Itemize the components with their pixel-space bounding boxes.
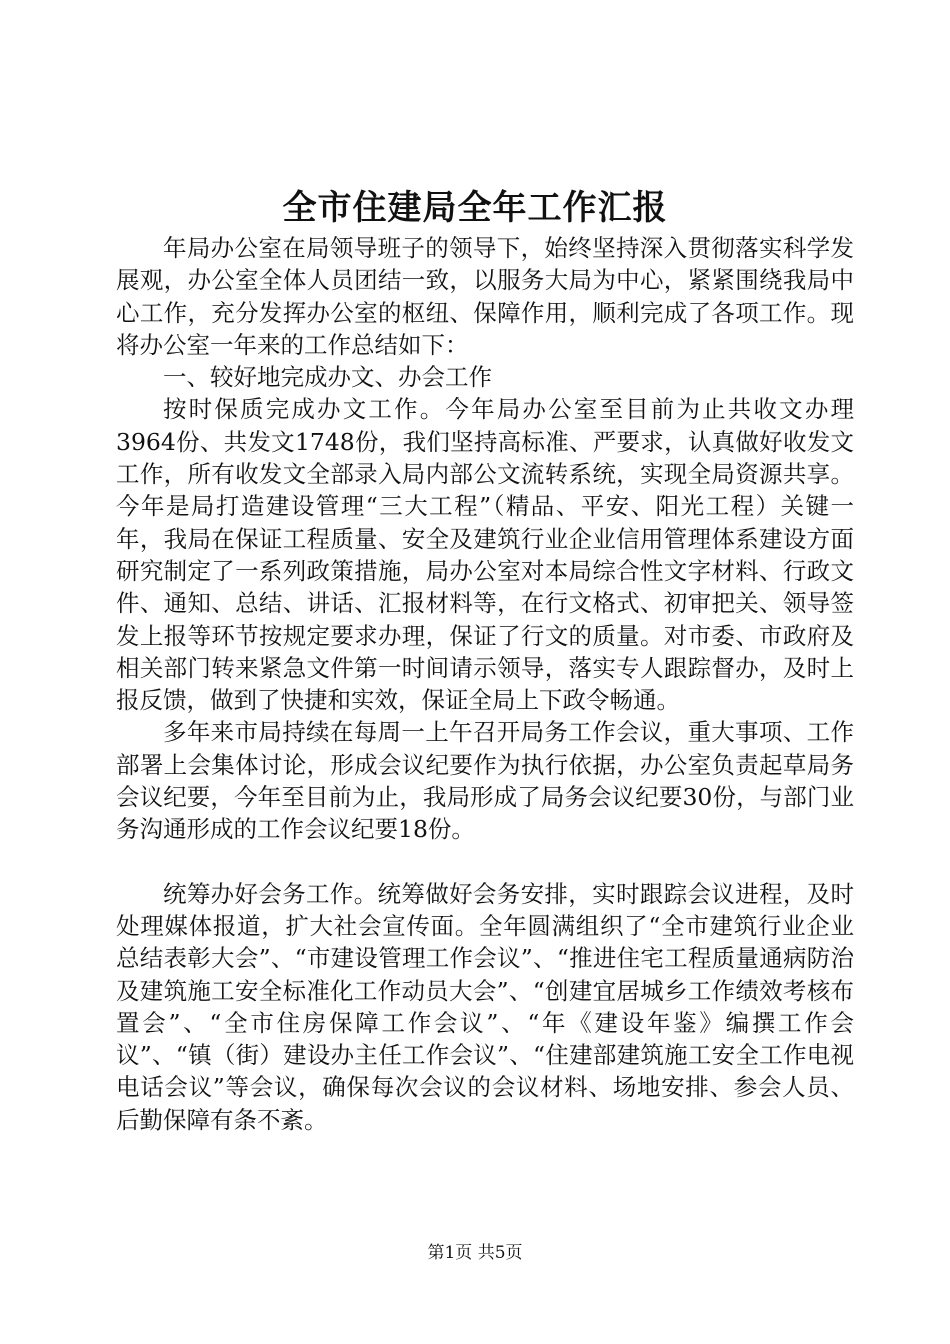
paragraph-conferences: 统筹办好会务工作。统筹做好会务安排，实时跟踪会议进程，及时处理媒体报道，扩大社会宣传面。全年圆满组织了“全市建筑行业企业总结表彰大会”、“市建设管理工作会议”、“推进住宅工程质量通病防治及建筑施工安全标准化工作动员大会”、“创建宜居城乡工作绩效考核布置会”、“全市住房保障工作会议”、“年《建设年鉴》编撰工作会议”、“镇（街）建设办主任工作会议”、“住建部建筑施工安全工作电视电话会议”等会议，确保每次会议的会议材料、场地安排、参会人员、后勤保障有条不紊。 <box>116 879 854 1134</box>
document-title: 全市住建局全年工作汇报 <box>282 188 668 228</box>
page-footer: 第1页 共5页 <box>427 1243 523 1263</box>
section-heading: 一、较好地完成办文、办会工作 <box>163 363 492 392</box>
paragraph-intro: 年局办公室在局领导班子的领导下，始终坚持深入贯彻落实科学发展观，办公室全体人员团结一致，以服务大局为中心，紧紧围绕我局中心工作，充分发挥办公室的枢纽、保障作用，顺利完成了各项工作。现将办公室一年来的工作总结如下： <box>116 234 854 359</box>
document-body <box>116 232 854 1136</box>
paragraph-documents: 按时保质完成办文工作。今年局办公室至目前为止共收文办理3964份、共发文1748份，我们坚持高标准、严要求，认真做好收发文工作，所有收发文全部录入局内部公文流转系统，实现全局资源共享。今年是局打造建设管理“三大工程”（精品、平安、阳光工程）关键一年，我局在保证工程质量、安全及建筑行业企业信用管理体系建设方面研究制定了一系列政策措施，局办公室对本局综合性文字材料、行政文件、通知、总结、讲话、汇报材料等，在行文格式、初审把关、领导签发上报等环节按规定要求办理，保证了行文的质量。对市委、市政府及相关部门转来紧急文件第一时间请示领导，落实专人跟踪督办，及时上报反馈，做到了快捷和实效，保证全局上下政令畅通。 <box>116 395 854 715</box>
paragraph-meetings: 多年来市局持续在每周一上午召开局务工作会议，重大事项、工作部署上会集体讨论，形成会议纪要作为执行依据，办公室负责起草局务会议纪要，今年至目前为止，我局形成了局务会议纪要30份，与部门业务沟通形成的工作会议纪要18份。 <box>116 718 854 844</box>
